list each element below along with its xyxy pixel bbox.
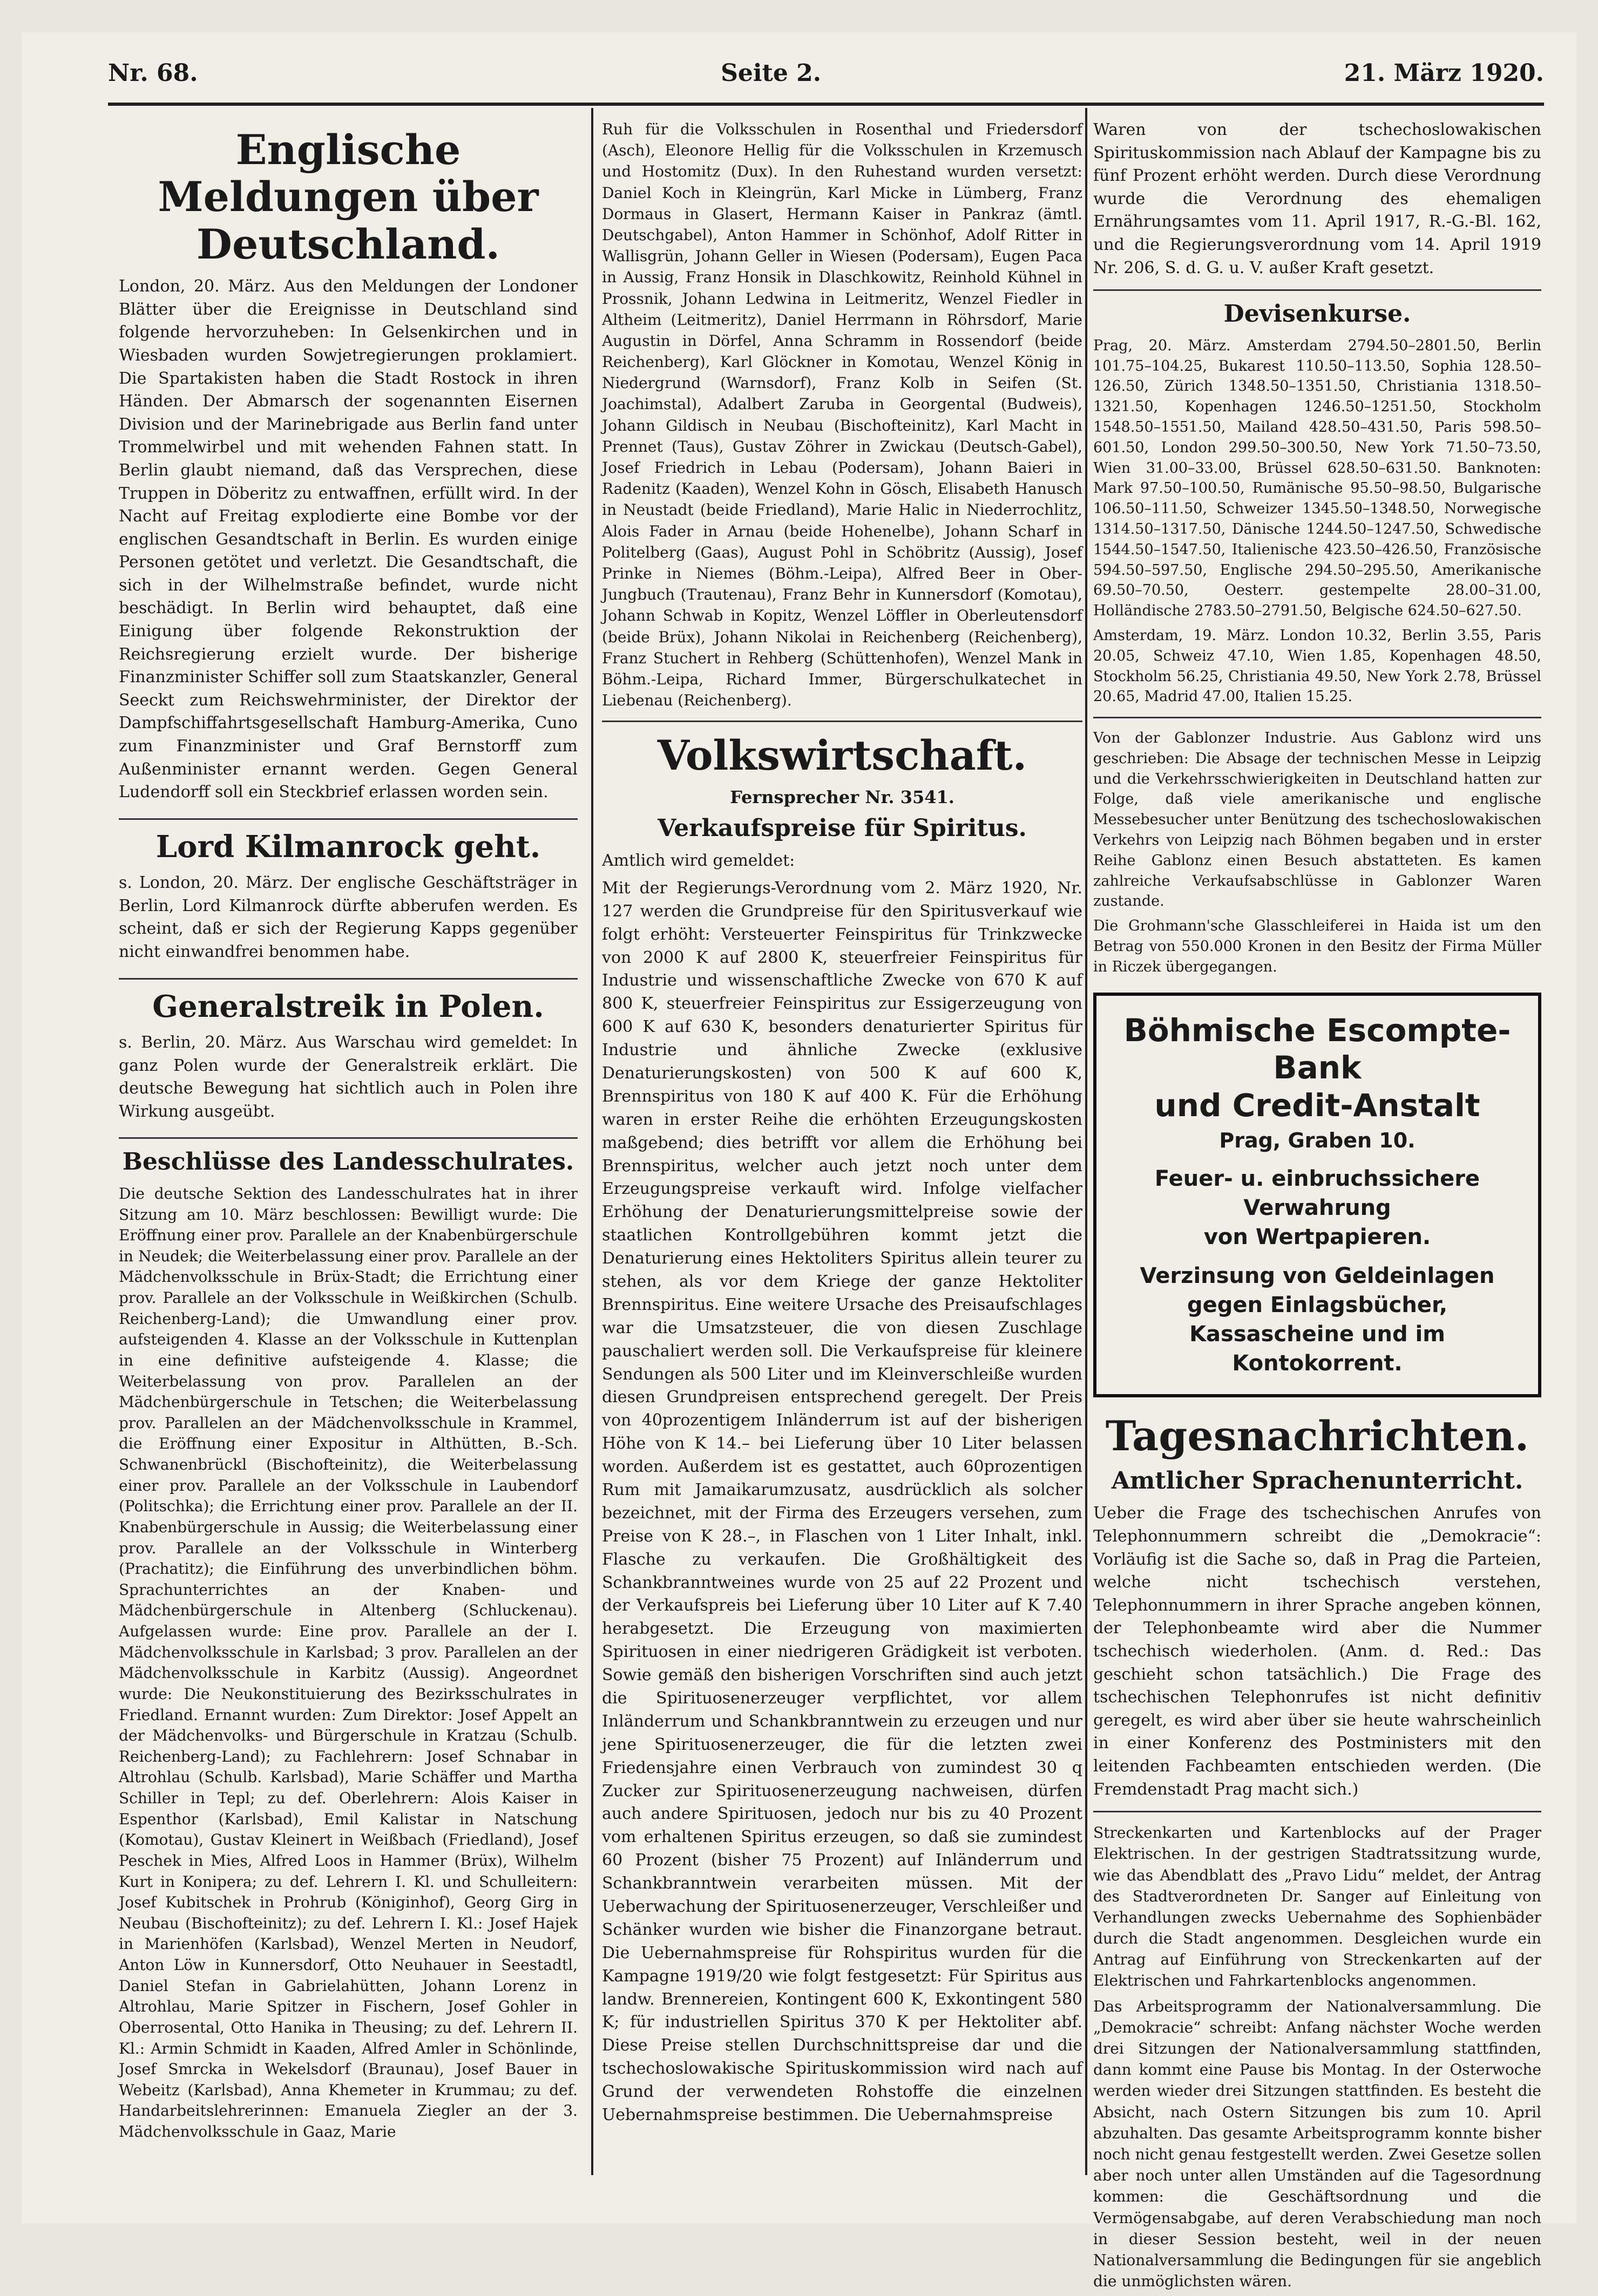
divider [1093,717,1541,718]
divider [1093,1811,1541,1812]
article-lord-kilmanrock [119,830,578,964]
article-continuation: Ruh für die Volksschulen in Rosenthal und Friedersdorf (Asch), Eleonore Hellig für die Volksschulen in Krzemusch und Hostomitz (Dux). In den Ruhestand wurden versetzt: Daniel Koch in Kleingrün, Karl Micke in Lümberg, Franz Dormaus in Glasert, Hermann Kaiser in Pankraz (ämtl. Deutschgabel), Anton Hammer in Schönhof, Adolf Ritter in Wallisgrün, Johann Geller in Wiesen (Podersam), Eugen Paca in Aussig, Franz Honsik in Dlaschkowitz, Reinhold Kühnel in Prossnik, Johann Ledwina in Leitmeritz, Wenzel Fiedler in Altheim (Leitmeritz), Daniel Herrmann in Röhrsdorf, Marie Augustin in Dörfel, Anna Schramm in Rossendorf (beide Reichenberg), Karl Glöckner in Komotau, Wenzel König in Niedergrund (Warnsdorf), Franz Kolb in Seifen (St. Joachimstal), Adalbert Zaruba in Georgental (Budweis), Johann Gildisch in Neubau (Bischofteinitz), Karl Macht in Prennet (Taus), Gustav Zöhrer in Zwickau (Deutsch-Gabel), Josef Friedrich in Lebau (Podersam), Johann Baieri in Radenitz (Kaaden), Wenzel Kohn in Gösch, Elisabeth Hanusch in Neustadt (beide Friedland), Marie Halic in Niederrochlitz, Alois Fader in Arnau (beide Hohenelbe), Johann Scharf in Politelberg (Gaas), August Pohl in Schöbritz (Aussig), Josef Prinke in Niemes (Böhm.-Leipa), Alfred Beer in Ober-Jungbuch (Trautenau), Franz Behr in Kunnersdorf (Komotau), Johann Schwab in Kopitz, Wenzel Löffler in Oberleutensdorf (beide Brüx), Johann Nikolai in Reichenberg (Reichenberg), Franz Stuchert in Rehberg (Schüttenhofen), Wenzel Mank in Böhm.-Leipa, Richard Immer, Bürgerschulkatechet in Liebenau (Reichenberg). [602,120,1082,710]
section-phone: Fernsprecher Nr. 3541. [730,786,954,807]
article-body: Mit der Regierungs-Verordnung vom 2. März 1920, Nr. 127 werden die Grundpreise für den Spiritusverkauf wie folgt erhöht: Versteuerter Feinspiritus für Trinkzwecke von 2000 K auf 2800 K, steuerfreier Feinspiritus für Industrie und wissenschaftliche Zwecke von 670 K auf 800 K, steuerfreier Feinspiritus zur Essigerzeugung von 600 K auf 630 K, besonders denaturierter Spiritus für Industrie und ähnliche Zwecke (exklusive Denaturierungskosten) von 500 K auf 600 K, Brennspiritus von 180 K auf 400 K. Für die Erhöhung waren in erster Reihe die erhöhten Erzeugungskosten maßgebend; dies betrifft vor allem die Erhöhung bei Brennspiritus, welcher auch jetzt noch unter dem Erzeugungspreise verkauft wird. Infolge vielfacher Erhöhung der Denaturierungsmittelpreise sowie der staatlichen Kontrollgebühren kommt jetzt die Denaturierung eines Hektoliters Spiritus allein teurer zu stehen, als vor dem Kriege der ganze Hektoliter Brennspiritus. Eine weitere Ursache des Preisaufschlages war die Umsatzsteuer, die von diesen Zuschlage pauschaliert werden soll. Die Verkaufspreise für kleinere Sendungen als 500 Liter und im Kleinverschleiße wurden diesen Grundpreisen entsprechend geregelt. Der Preis von 40prozentigem Inländerrum ist auf der bisherigen Höhe von K 14.– bei Lieferung über 10 Liter belassen worden. Außerdem ist es gestattet, auch 60prozentigen Rum mit Jamaikarumzusatz, ausdrücklich als solcher bezeichnet, mit der Firma des Erzeugers versehen, zum Preise von K 28.–, in Flaschen von 1 Liter Inhalt, inkl. Flasche zu verkaufen. Die Großhältigkeit des Schankbranntweines wurde von 25 auf 22 Prozent und der Verkaufspreis bei Lieferung über 10 Liter auf K 7.40 herabgesetzt. Die Erzeugung von maximierten Spirituosen in einer niedrigeren Grädigkeit ist verboten. Sowie gemäß den bisherigen Vorschriften sind auch jetzt die Spirituosenerzeuger verpflichtet, vor allem Inländerrum und Schankbranntwein zu erzeugen und nur jene Spirituosenerzeuger, die für die letzten zwei Friedensjahre einen Verbrauch von zumindest 30 q Zucker zur Spirituosenerzeugung nachweisen, dürfen auch andere Spirituosen, jedoch nur bis zu 40 Prozent vom erhaltenen Spiritus erzeugen, so daß sie zumindest 60 Prozent (bisher 75 Prozent) auf Inländerrum und Schankbranntwein verarbeiten müssen. Mit der Ueberwachung der Spirituosenerzeuger, Verschleißer und Schänker wurden wie bisher die Finanzorgane betraut. Die Uebernahmspreise für Rohspiritus wurden für die Kampagne 1919/20 wie folgt festgesetzt: Für Spiritus aus landw. Brennereien, Kontingent 600 K, Exkontingent 580 K; für industriellen Spiritus 370 K per Hektoliter abf. Diese Preise stellen Durchschnittspreise dar und die tschechoslowakische Spirituskommission wird nach auf Grund der verwendeten Rohstoffe die einzelnen Uebernahmspreise bestimmen. Die Uebernahmspreise [602,878,1082,2125]
section-title: Tagesnachrichten. [1105,1412,1529,1461]
column-middle [602,119,1082,2131]
article-school-council [119,1149,578,2142]
column-right [1093,119,1541,2296]
column-left [119,119,578,2157]
page-header [108,43,1544,103]
article-title: Amtlicher Sprachenunterricht. [1111,1466,1523,1495]
article-body: s. Berlin, 20. März. Aus Warschau wird gemeldet: In ganz Polen wurde der Generalstreik erklärt. Die deutsche Bewegung hat sichtlich auch in Polen ihre Wirkung ausgeübt. [119,1032,578,1121]
column-rule [1085,108,1087,2175]
article-tram: Streckenkarten und Kartenblocks auf der Prager Elektrischen. In der gestrigen Stadtratssitzung wurde, wie das Abendblatt des „Pravo Lidu“ meldet, der Antrag des Stadtverordneten Dr. Sanger auf Einleitung von Verhandlungen zwecks Uebernahme des Sophienbäder durch die Stadt angenommen. Desgleichen wurde ein Antrag auf Einführung von Streckenkarten auf der Elektrischen und Fahrkartenblocks angenommen. [1093,1824,1541,1990]
bank-service-4: Kontokorrent. [1232,1351,1403,1376]
article-body: Die deutsche Sektion des Landesschulrates hat in ihrer Sitzung am 10. März beschlossen: Bewilligt wurde: Die Eröffnung einer prov. Parallele an der Knabenbürgerschule in Neudek; die Weiterbelassung einer prov. Parallele an der Mädchenvolksschule in Brüx-Stadt; die Errichtung einer prov. Parallele an der Volksschule in Weißkirchen (Schulb. Reichenberg-Land); die Umwandlung einer prov. aufsteigenden 4. Klasse an der Volksschule in Kuttenplan in eine definitive aufsteigende 4. Klasse; die Weiterbelassung von prov. Parallelen an der Mädchenbürgerschule in Tetschen; die Weiterbelassung prov. Parallelen an der Mädchenvolksschule in Krammel, die Eröffnung einer Expositur in Althütten, B.-Sch. Schwanenbrückl (Bischofteinitz), die Weiterbelassung einer prov. Parallele an der Volksschule in Laubendorf (Politschka); die Errichtung einer prov. Parallele an der II. Knabenbürgerschule in Aussig; die Weiterbelassung einer prov. Parallele an der Volksschule in Winterberg (Prachatitz); die Einführung des unverbindlichen böhm. Sprachunterrichtes an der Knaben- und Mädchenbürgerschule in Altenberg (Schluckenau). Aufgelassen wurde: Eine prov. Parallele an der I. Mädchenvolksschule in Karlsbad; 3 prov. Parallelen an der Mädchenvolksschule in Karbitz (Aussig). Angeordnet wurde: Die Neukonstituierung des Bezirksschulrates in Friedland. Ernannt wurden: Zum Direktor: Josef Appelt an der Mädchenvolks- und Bürgerschule in Kratzau (Schulb. Reichenberg-Land); zu Fachlehrern: Josef Schnabar in Altrohlau (Schulb. Karlsbad), Marie Schäffer und Martha Schiller in Tepl; zu def. Oberlehrern: Alois Kaiser in Espenthor (Karlsbad), Emil Kalistar in Natschung (Komotau), Gustav Kleinert in Weißbach (Friedland), Josef Peschek in Mies, Alfred Loos in Hammer (Brüx), Wilhelm Kurt in Konipera; zu def. Lehrern I. Kl. und Schulleitern: Josef Kubitschek in Prohrub (Königinhof), Georg Girg in Neubau (Bischofteinitz); zu def. Lehrern I. Kl.: Josef Hajek in Marienhöfen (Karlsbad), Wenzel Merten in Neudorf, Anton Löw in Kunnersdorf, Otto Neuhauer in Seestadtl, Daniel Stefan in Gabrielahütten, Johann Lorenz in Altrohlau, Marie Spitzer in Fischern, Josef Gohler in Oberrosental, Otto Hanika in Theusing; zu def. Lehrern II. Kl.: Armin Schmidt in Kaaden, Alfred Amler in Schönlinde, Josef Smrcka in Wekelsdorf (Braunau), Josef Bauer in Webeitz (Karlsbad), Anna Khemeter in Krummau; zu def. Handarbeitslehrerinnen: Emanuela Ziegler an der 3. Mädchenvolksschule in Gaaz, Marie [119,1184,578,2141]
article-body: Ueber die Frage des tschechischen Anrufes von Telephonnummern schreibt die „Demokracie“: Vorläufig ist die Sache so, daß in Prag die Parteien, welche nicht tschechisch verstehen, Telephonnummern in ihrer Sprache angeben können, der Telephonbeamte wird aber die Nummer tschechisch wiederholen. (Anm. d. Red.: Das geschieht schon tatsächlich.) Die Frage des tschechischen Telephonrufes ist nicht definitiv geregelt, es wird aber über sie heute wahrscheinlich in einer Konferenz des Postministers mit den leitenden Fachbeamten entschieden werden. (Die Fremdenstadt Prag macht sich.) [1093,1504,1541,1799]
article-haida: Die Grohmann'sche Glasschleiferei in Haida ist um den Betrag von 550.000 Kronen in den Besitz der Firma Müller in Riczek übergegangen. [1093,918,1541,975]
article-title: Beschlüsse des Landesschulrates. [122,1148,574,1176]
divider [602,721,1082,722]
divider [119,978,578,980]
fx-prague: Prag, 20. März. Amsterdam 2794.50–2801.50, Berlin 101.75–104.25, Bukarest 110.50–113.50, Sophia 128.50–126.50, Zürich 1348.50–1351.50, Christiania 1318.50–1321.50, Kopenhagen 1246.50–1251.50, Stockholm 1548.50–1551.50, Mailand 428.50–431.50, Paris 598.50–601.50, London 299.50–300.50, New York 71.50–73.50, Wien 31.00–33.00, Brüssel 628.50–631.50. Banknoten: Mark 97.50–100.50, Rumänische 95.50–98.50, Bulgarische 106.50–111.50, Schweizer 1345.50–1348.50, Norwegische 1314.50–1317.50, Dänische 1244.50–1247.50, Schwedische 1544.50–1547.50, Italienische 423.50–426.50, Französische 594.50–597.50, Englische 294.50–295.50, Amerikanische 69.50–70.50, Oesterr. gestempelte 28.00–31.00, Holländische 2783.50–2791.50, Belgische 624.50–627.50. [1093,337,1541,620]
issue-number: Nr. 68. [108,59,198,87]
bank-name-line1: Böhmische Escompte-Bank [1123,1011,1511,1086]
article-continuation: Waren von der tschechoslowakischen Spirituskommission nach Ablauf der Kampagne bis zu fünf Prozent erhöht werden. Durch diese Verordnung wurde die Verordnung des ehemaligen Ernährungsamtes vom 11. April 1917, R.-G.-Bl. 162, und die Regierungsverordnung vom 14. April 1919 Nr. 206, S. d. G. u. V. außer Kraft gesetzt. [1093,120,1541,277]
bank-service-1: Feuer- u. einbruchssichere Verwahrung [1154,1166,1480,1221]
fx-title: Devisenkurse. [1223,300,1411,328]
bank-name-line2: und Credit-Anstalt [1154,1086,1480,1124]
bank-address: Prag, Graben 10. [1219,1129,1416,1153]
page-number: Seite 2. [721,59,822,87]
bank-service-3: Verzinsung von Geldeinlagen gegen Einlagsbücher, Kassascheine und im [1140,1264,1495,1347]
article-general-strike [119,989,578,1124]
article-national-assembly: Das Arbeitsprogramm der Nationalversammlung. Die „Demokracie“ schreibt: Anfang nächster Woche werden drei Sitzungen der Nationalversammlung stattfinden, dann kommt eine Pause bis Montag. In der Osterwoche werden wieder drei Sitzungen stattfinden. Es besteht die Absicht, nach Ostern Sitzungen bis zum 10. April abzuhalten. Das gesamte Arbeitsprogramm konnte bisher noch nicht genau festgestellt werden. Zwei Gesetze sollen aber noch unter allen Umständen auf die Tagesordnung kommen: die Geschäftsordnung und die Vermögensabgabe, auf deren Verabschiedung man noch in dieser Session besteht, weil in der neuen Nationalversammlung die Bedingungen für sie angeblich die unmöglichsten wären. [1093,1997,1541,2291]
article-title: Generalstreik in Polen. [152,988,544,1024]
fx-amsterdam: Amsterdam, 19. März. London 10.32, Berlin 3.55, Paris 20.05, Schweiz 47.10, Wien 1.85, Kopenhagen 48.50, Stockholm 56.25, Christiania 49.50, New York 2.78, Brüssel 20.65, Madrid 47.00, Italien 15.25. [1093,627,1541,705]
article-title: Englische Meldungen über Deutschland. [158,126,539,268]
article-english-reports [119,126,578,804]
article-title: Verkaufspreise für Spiritus. [658,814,1027,842]
bank-service-2: von Wertpapieren. [1203,1225,1431,1250]
header-rule [108,103,1544,106]
article-gablonz: Von der Gablonzer Industrie. Aus Gablonz wird uns geschrieben: Die Absage der technischen Messe in Leipzig und die Verkehrsschwierigkeiten in Deutschland hatten zur Folge, daß viele amerikanische und englische Messebesucher unter Benützung des tschechoslowakischen Verkehrs von Leipzig nach Böhmen begaben und in erster Reihe Gablonz einen Besuch abstatteten. Es kamen zahlreiche Verkaufsabschlüsse in Gablonzer Waren zustande. [1093,730,1541,910]
column-rule [591,108,593,2175]
article-title: Lord Kilmanrock geht. [155,828,541,865]
divider [119,818,578,820]
divider [1093,289,1541,291]
section-title: Volkswirtschaft. [657,731,1027,780]
bank-advertisement [1093,993,1541,1398]
article-body: s. London, 20. März. Der englische Geschäftsträger in Berlin, Lord Kilmanrock dürfte abberufen werden. Es scheint, daß er sich der Regierung Kapps gegenüber nicht einwandfrei benommen habe. [119,873,578,961]
article-body: London, 20. März. Aus den Meldungen der Londoner Blätter über die Ereignisse in Deutschland sind folgende hervorzuheben: In Gelsenkirchen und in Wiesbaden wurden Sowjetregierungen proklamiert. Die Spartakisten haben die Stadt Rostock in ihren Händen. Der Abmarsch der sogenannten Eisernen Division und der Marinebrigade aus Berlin fand unter Trommelwirbel und mit wehenden Fahnen statt. In Berlin glaubt niemand, daß das Versprechen, diese Truppen in Döberitz zu entwaffnen, erfüllt wird. In der Nacht auf Freitag explodierte eine Bombe vor der englischen Gesandtschaft in Berlin. Es wurden einige Personen getötet und verletzt. Die Gesandtschaft, die sich in der Wilhelmstraße befindet, wurde nicht beschädigt. In Berlin wird behauptet, daß eine Einigung über folgende Rekonstruktion der Reichsregierung erzielt wurde. Der bisherige Finanzminister Schiffer soll zum Staatskanzler, General Seeckt zum Reichswehrminister, der Direktor der Dampfschiffahrtsgesellschaft Hamburg-Amerika, Cuno zum Finanzminister und Graf Bernstorff zum Außenminister ernannt werden. Gegen General Ludendorff soll ein Steckbrief erlassen worden sein. [119,277,578,802]
article-dateline: Amtlich wird gemeldet: [602,851,795,871]
divider [119,1137,578,1139]
issue-date: 21. März 1920. [1344,59,1544,87]
